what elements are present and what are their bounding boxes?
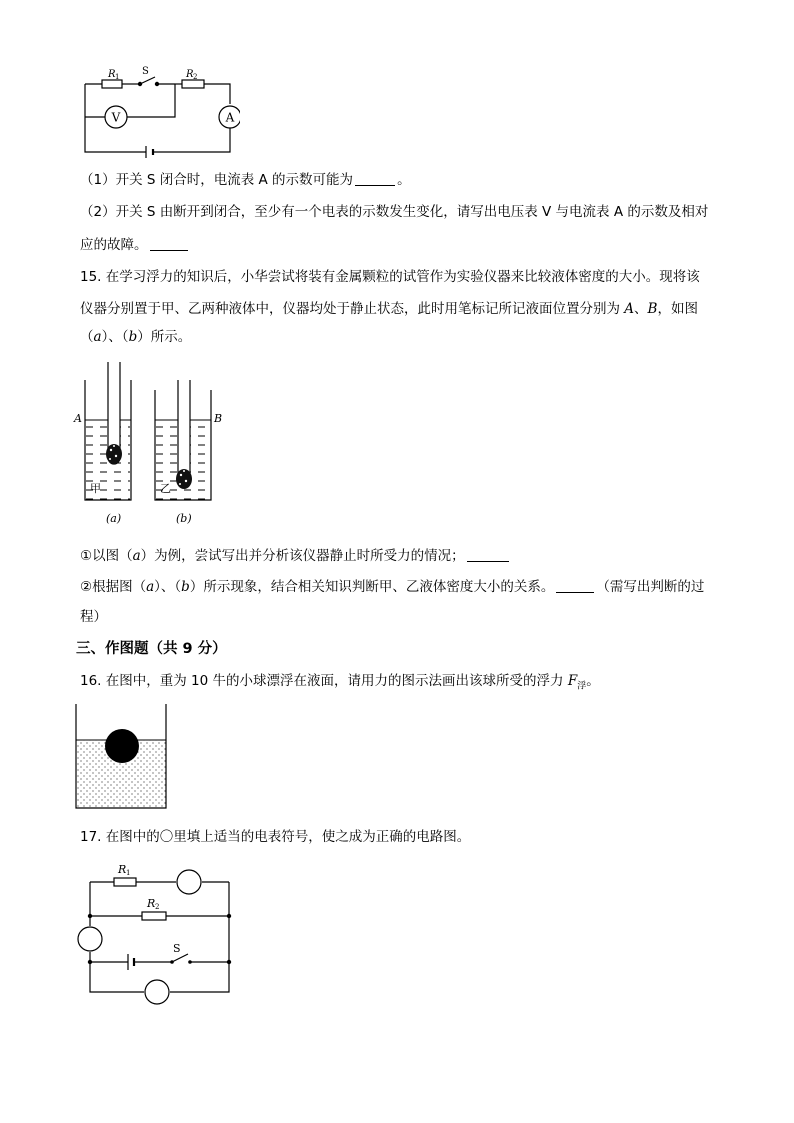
level-label-a: A [74,412,82,425]
voltmeter-icon [105,106,127,128]
svg-text:1: 1 [115,73,120,81]
caption-a: (a) [106,512,122,525]
q15-sub2-line2: 程） [80,609,107,625]
liquid-jia-label: 甲 [90,482,101,495]
meter-blank-icon[interactable] [177,870,201,894]
q15-line2: 仪器分别置于甲、乙两种液体中，仪器均处于静止状态，此时用笔标记所记液面位置分别为 A、B，如图 [80,301,698,317]
section-heading: 三、作图题（共 9 分） [76,641,227,657]
meter-blank-icon[interactable] [145,980,169,1004]
q14-part2-line1: （2）开关 S 由断开到闭合，至少有一个电表的示数发生变化，请写出电压表 V 与电流表 A 的示数及相对 [80,204,709,220]
floating-ball-figure [70,702,174,812]
svg-text:V: V [111,110,121,125]
circuit-diagram-q17 [72,860,242,1008]
ammeter-icon [219,106,240,128]
answer-blank[interactable] [150,236,188,251]
q16-text: 16. 在图中，重为 10 牛的小球漂浮在液面，请用力的图示法画出该球所受的浮力 $F_浮$。 [80,673,600,692]
q14-part1: （1）开关 S 闭合时，电流表 A 的示数可能为 。 [80,172,411,188]
q15-line1: 15. 在学习浮力的知识后，小华尝试将装有金属颗粒的试管作为实验仪器来比较液体密度的大小。现将该 [80,269,700,285]
switch-label: S [173,942,181,955]
q15-sub1: ①以图（a）为例，尝试写出并分析该仪器静止时所受力的情况； [80,547,511,565]
answer-blank[interactable] [467,547,509,562]
density-instrument-figure [70,360,230,530]
svg-text:2: 2 [155,903,160,911]
answer-blank[interactable] [556,578,594,593]
caption-b: (b) [176,512,192,525]
circuit-diagram-q14 [80,62,240,160]
switch-label: S [142,66,149,77]
resistor-r1-label: R [108,69,116,80]
q17-text: 17. 在图中的〇里填上适当的电表符号，使之成为正确的电路图。 [80,829,471,845]
meter-blank-icon[interactable] [78,927,102,951]
level-label-b: B [214,412,223,425]
resistor-r2-label: R [186,69,194,80]
resistor-r1-label: R [118,863,127,876]
q15-line3: （a）、（b）所示。 [80,329,192,345]
svg-text:A: A [225,110,235,125]
q14-part2-line2: 应的故障。 [80,236,190,254]
q15-sub2: ②根据图（a）、（b）所示现象，结合相关知识判断甲、乙液体密度大小的关系。 （需写出判断的过 [80,579,705,595]
liquid-yi-label: 乙 [160,482,171,495]
beaker-a [85,362,131,500]
answer-blank[interactable] [355,171,395,186]
ball-icon [105,729,139,763]
svg-text:2: 2 [193,73,198,81]
svg-text:1: 1 [126,869,131,877]
resistor-r2-label: R [147,897,156,910]
